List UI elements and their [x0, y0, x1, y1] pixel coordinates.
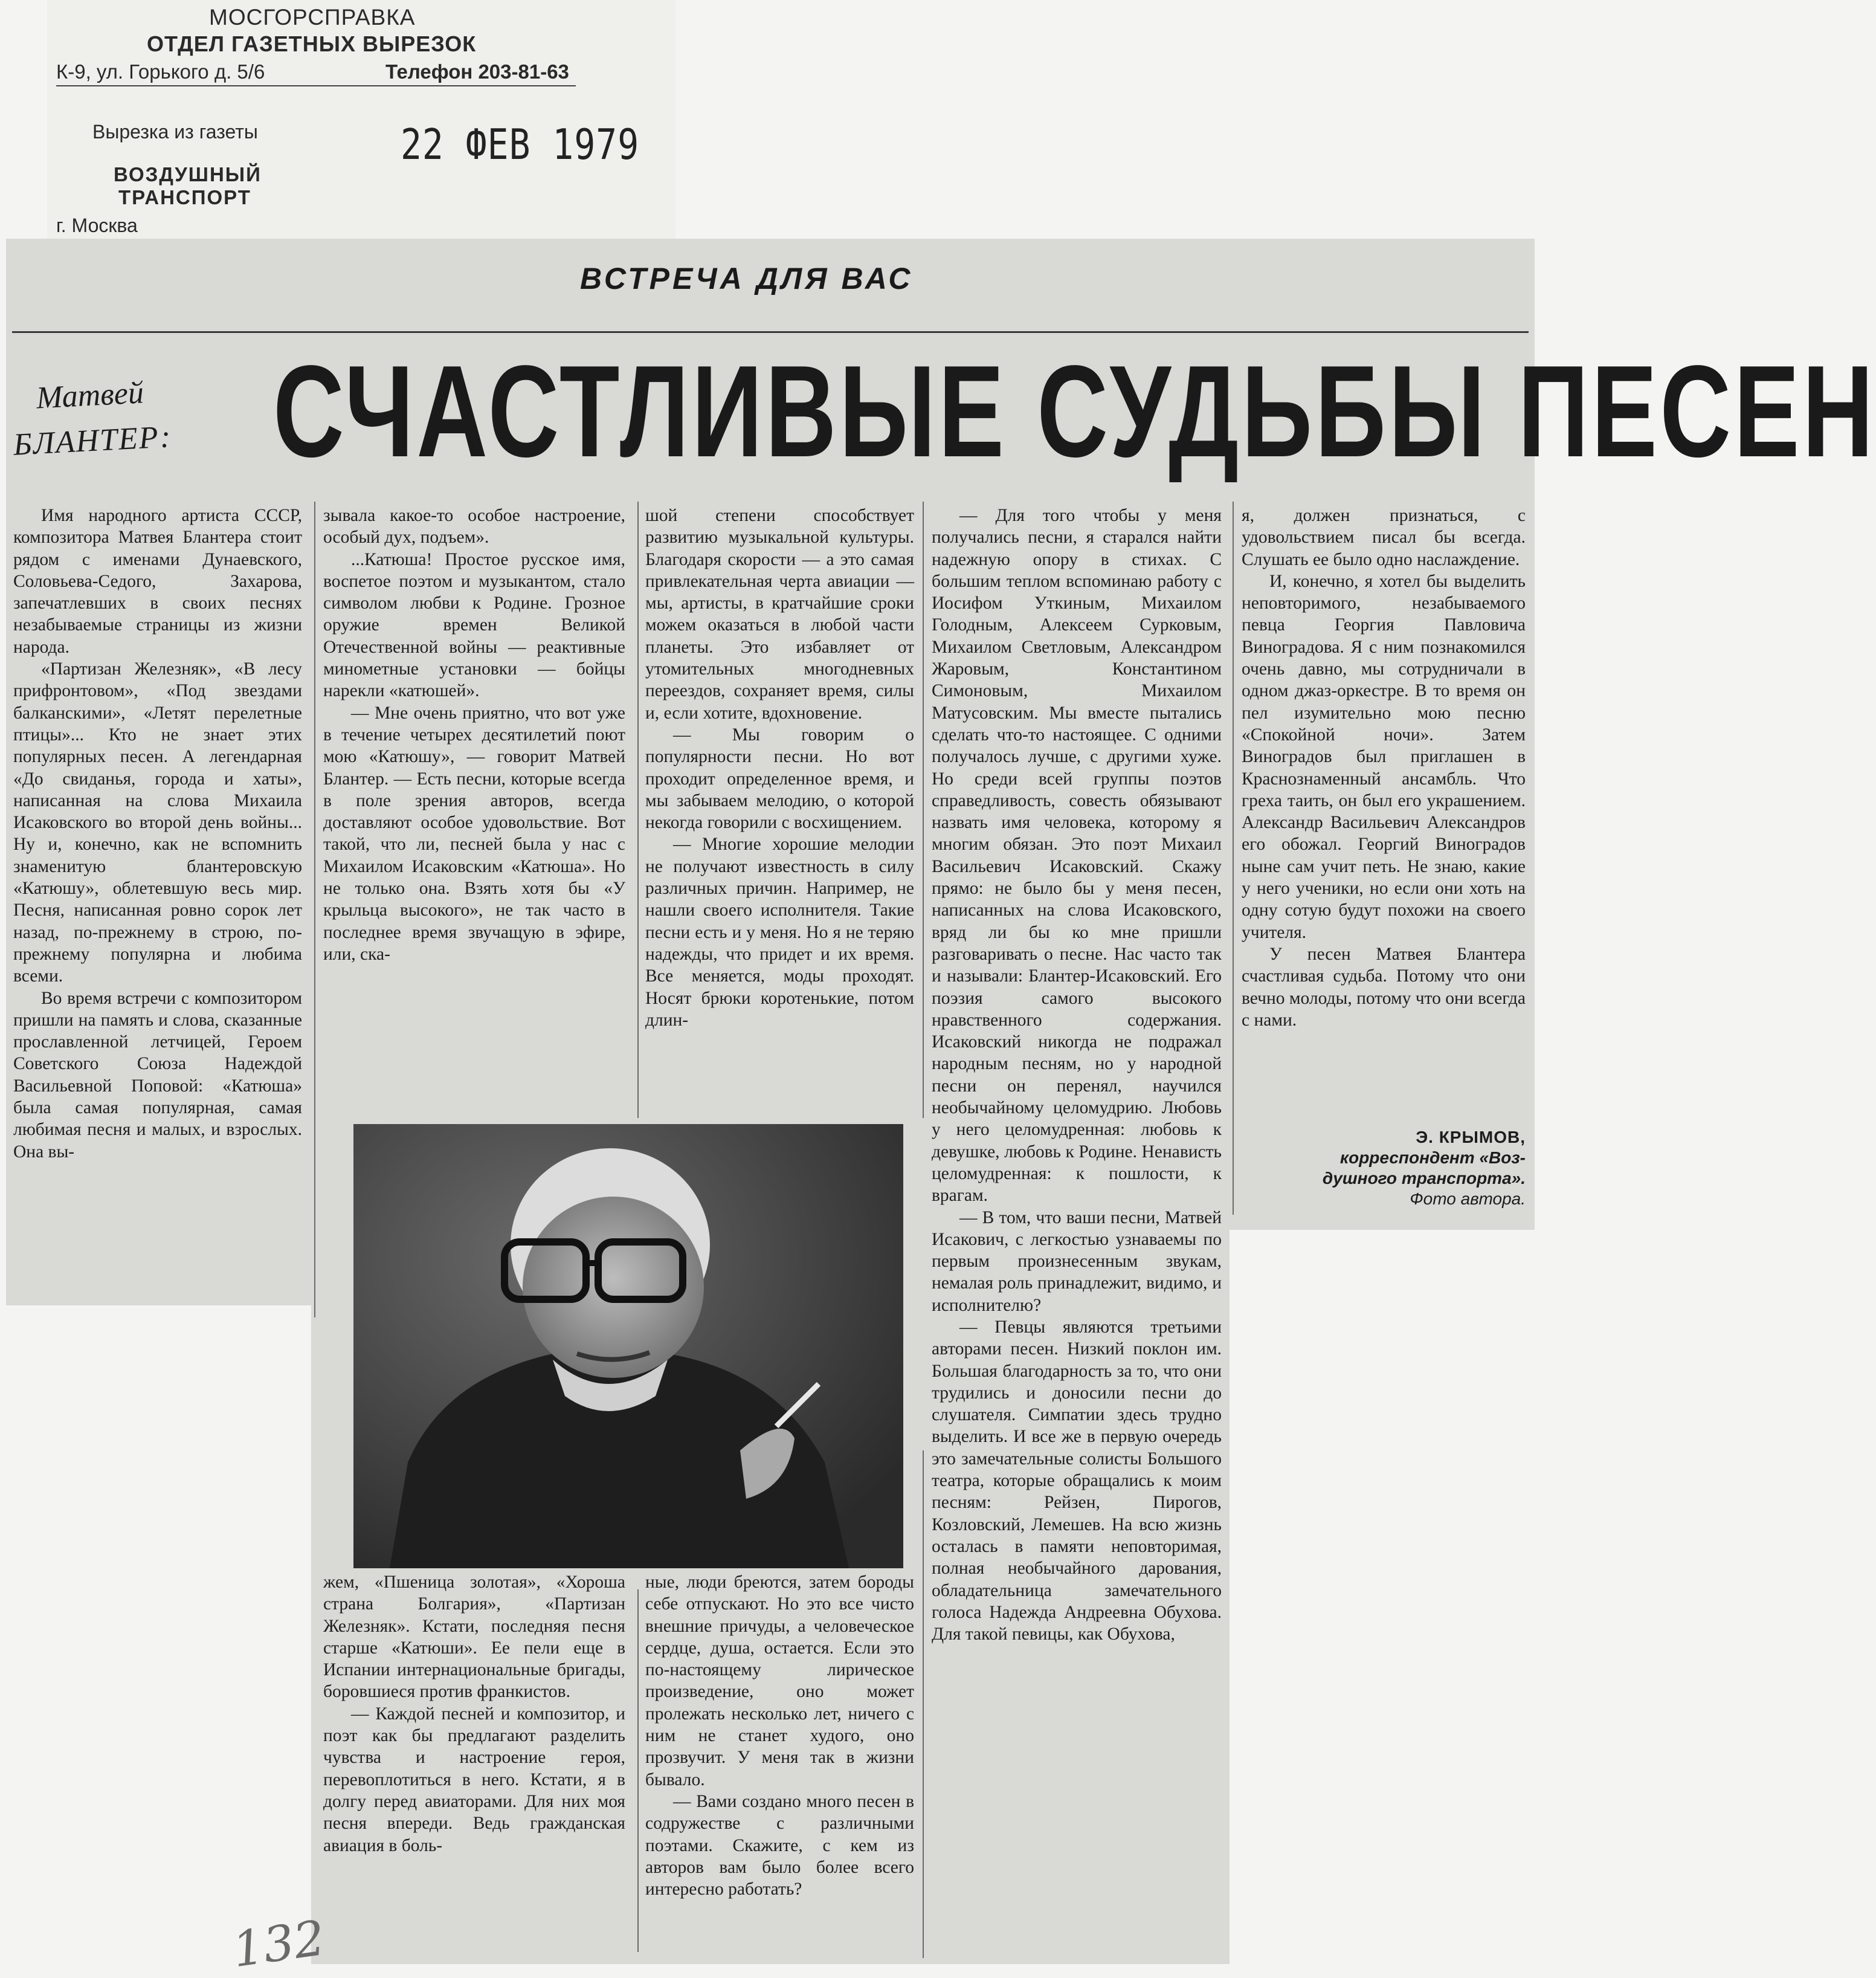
article-column-5 — [1242, 505, 1526, 1031]
rubric-rule — [12, 331, 1529, 333]
article-column-2 — [323, 505, 625, 965]
col2b-paragraph: — Каждой песней и композитор, и поэт как бы предлагают разделить чувства и настроение героя, перевоплотиться в него. Кстати, я в долгу перед авиаторами. Для них моя песня впереди. Ведь гражданская авиация в боль- — [323, 1704, 625, 1855]
portrait-illustration — [353, 1124, 903, 1568]
col2b-paragraph: жем, «Пшеница золотая», «Хороша страна Болгария», «Партизан Железняк». Кстати, последняя песня старше «Катюши». Ее пели еще в Испании интернациональные бригады, боровшиеся против франкистов. — [323, 1572, 625, 1702]
byline-name: Э. КРЫМОВ, — [1416, 1128, 1526, 1146]
col2-paragraph: — Мне очень приятно, что вот уже в течение четырех десятилетий поют мою «Катюшу», — говорит Матвей Блантер. — Есть песни, которые всегда в поле зрения авторов, всегда доставляют особое удовольствие. Вот такой, что ли, песней была у нас с Михаилом Исаковским «Катюша». Но не только она. Взять хотя бы «У крыльца высокого», не так часто в последнее время звучащую в эфире, или, ска- — [323, 703, 625, 964]
portrait-photo — [353, 1124, 903, 1568]
column-rule-6 — [923, 1450, 924, 1958]
photo-credit: Фото автора. — [1410, 1189, 1526, 1208]
col1-paragraph: «Партизан Железняк», «В лесу прифронтовом», «Под звездами балканскими», «Летят перелетные птицы»... Кто не знает этих популярных песен. А легендарная «До свиданья, города и хаты», написанная на слова Михаила Исаковского во второй день войны... Ну и, конечно, как не вспомнить знаменитую блантеровскую «Катюшу», облетевшую весь мир. Песня, написанная ровно сорок лет назад, по-прежнему в строю, по-прежнему популярна и любима всеми. — [13, 659, 302, 986]
archive-number: 132 — [229, 1909, 329, 1978]
agency-phone: Телефон 203-81-63 — [385, 60, 569, 83]
agency-slip — [47, 0, 675, 272]
author-last-name: БЛАНТЕР: — [12, 419, 173, 462]
article-column-2b — [323, 1571, 625, 1857]
byline — [1245, 1127, 1526, 1209]
column-rule-1 — [314, 502, 315, 1317]
slip-divider — [56, 85, 576, 86]
agency-name: МОСГОРСПРАВКА — [209, 5, 416, 30]
col3-paragraph: шой степени способствует развитию музыкальной культуры. Благодаря скорости — а это самая привлекательная черта авиации — мы, артисты, в кратчайшие сроки можем оказаться в любой части планеты. Это избавляет от утомительных многодневных переездов, сохраняет время, силы и, если хотите, вдохновение. — [645, 506, 914, 723]
article-column-3 — [645, 505, 914, 1031]
col4-paragraph: — В том, что ваши песни, Матвей Исакович, с легкостью узнаваемы по первым произнесенным звукам, немалая роль принадлежит, видимо, и исполнителю? — [932, 1207, 1222, 1315]
col3-paragraph: — Многие хорошие мелодии не получают известность в силу различных причин. Например, не нашли своего исполнителя. Такие песни есть и у меня. Но я не теряю надежды, что придет и их время. Все меняется, моды проходят. Носят брюки коротенькие, потом длин- — [645, 835, 914, 1030]
newspaper-name-line1: ВОЗДУШНЫЙ — [114, 163, 262, 186]
column-rule-2 — [637, 502, 639, 1118]
col2-paragraph: ...Катюша! Простое русское имя, воспетое поэтом и музыкантом, стало символом любви к Родине. Грозное оружие времен Великой Отечественной войны — реактивные минометные установки — бойцы нарекли «катюшей». — [323, 549, 625, 701]
article-column-4 — [932, 505, 1222, 1645]
col4-paragraph: — Для того чтобы у меня получались песни, я старался найти надежную опору в стихах. С большим теплом вспоминаю работу с Иосифом Уткиным, Михаилом Голодным, Алексеем Сурковым, Михаилом Светловым, Александром Жаровым, Константином Симоновым, Михаилом Матусовским. Мы вместе пытались сделать что-то настоящее. С одними получалось лучше, с другими хуже. Но среди всей группы поэтов справедливость, совесть обязывают назвать имя человека, которому я многим обязан. Это поэт Михаил Васильевич Исаковский. Скажу прямо: не было бы у меня песен, написанных на слова Исаковского, вряд ли бы ко мне пришли разговаривать о песне. Нас часто так и называли: Блантер-Исаковский. Его поэзия самого высокого нравственного содержания. Исаковский никогда не подражал народным песням, но у народной песни он перенял, научился необычайному целомудрию. Любовь у него целомудренная: любовь к девушке, любовь к Родине. Ненависть целомудренная: к пошлости, к врагам. — [932, 506, 1222, 1206]
author-first-name: Матвей — [35, 375, 145, 416]
date-stamp: 22 ФЕВ 1979 — [401, 120, 640, 169]
agency-address: К-9, ул. Горького д. 5/6 — [56, 60, 265, 83]
column-rule-4 — [1233, 502, 1234, 1215]
department-name: ОТДЕЛ ГАЗЕТНЫХ ВЫРЕЗОК — [147, 31, 477, 56]
rubric-title: ВСТРЕЧА ДЛЯ ВАС — [580, 262, 914, 296]
newspaper-city: г. Москва — [56, 215, 138, 236]
clip-from-label: Вырезка из газеты — [92, 121, 258, 143]
newspaper-name-line2: ТРАНСПОРТ — [118, 186, 251, 208]
col4-paragraph: — Певцы являются третьими авторами песен. Низкий поклон им. Большая благодарность за то, что они трудились и доносили песни до слушателя. Симпатии здесь трудно выделить. И все же в первую очередь это замечательные солисты Большого театра, которые обращались к моим песням: Рейзен, Пирогов, Козловский, Лемешев. На всю жизнь осталась в памяти неповторимая, полная необычайного дарования, обладательница замечательного голоса Надежда Андреевна Обухова. Для такой певицы, как Обухова, — [932, 1317, 1222, 1644]
col1-paragraph: Во время встречи с композитором пришли на память и слова, сказанные прославленной летчицей, Героем Советского Союза Надеждой Васильевной Поповой: «Катюша» была самая популярная, самая любимая песня и малых, и взрослых. Она вы- — [13, 988, 302, 1162]
col1-paragraph: Имя народного артиста СССР, композитора Матвея Блантера стоит рядом с именами Дунаевского, Соловьева-Седого, Захарова, запечатлевших в своих песнях незабываемые страницы из жизни народа. — [13, 506, 302, 657]
column-rule-5 — [637, 1589, 639, 1952]
col5-paragraph: я, должен признаться, с удовольствием писал бы всегда. Слушать ее было одно наслаждение. — [1242, 506, 1526, 569]
col5-paragraph: У песен Матвея Блантера счастливая судьба. Потому что они вечно молоды, потому что они всегда с нами. — [1242, 944, 1526, 1030]
byline-role-1: корреспондент «Воз- — [1339, 1148, 1526, 1167]
col3b-paragraph: — Вами создано много песен в содружестве с различными поэтами. Скажите, с кем из авторов вам было более всего интересно работать? — [645, 1791, 914, 1899]
byline-role-2: душного транспорта». — [1322, 1169, 1526, 1188]
column-rule-3 — [923, 502, 924, 1118]
article-column-1 — [13, 505, 302, 1163]
headline: СЧАСТЛИВЫЕ СУДЬБЫ ПЕСЕН — [273, 338, 1876, 484]
col5-paragraph: И, конечно, я хотел бы выделить неповторимого, незабываемого певца Георгия Павловича Виноградова. Я с ним познакомился очень давно, мы сотрудничали в одном джаз-оркестре. В то время он пел изумительно мою песню «Спокойной ночи». Затем Виноградов был приглашен в Краснознаменный ансамбль. Что греха таить, он был его украшением. Александр Васильевич Александров его обожал. Георгий Виноградов ныне сам учит петь. Не знаю, какие у него ученики, но если они хоть на одну сотую будут похожи на своего учителя. — [1242, 571, 1526, 942]
col3-paragraph: — Мы говорим о популярности песни. Но вот проходит определенное время, и мы забываем мелодию, о которой некогда говорили с восхищением. — [645, 725, 914, 833]
article-column-3b — [645, 1571, 914, 1900]
col2-paragraph: зывала какое-то особое настроение, особый дух, подъем». — [323, 506, 625, 548]
col3b-paragraph: ные, люди бреются, затем бороды себе отпускают. Но это все чисто внешние причуды, а человеческое сердце, душа, остается. Если это по-настоящему лирическое произведение, оно может пролежать несколько лет, ничего с ним не станет худого, оно прозвучит. У меня так в жизни бывало. — [645, 1572, 914, 1789]
